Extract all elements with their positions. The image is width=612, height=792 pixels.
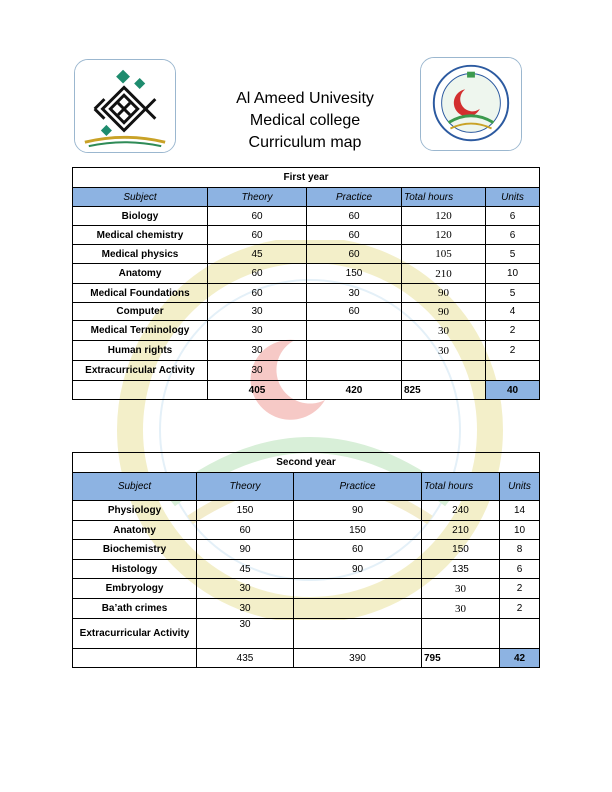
table-row: [73, 264, 540, 284]
document-title: [200, 88, 410, 154]
total-hours-cell: 120: [402, 207, 486, 226]
header-subject: Subject: [73, 473, 197, 501]
table-row: [73, 341, 540, 361]
table-row: [73, 361, 540, 381]
units-cell: 10: [486, 264, 540, 284]
units-cell: 2: [486, 341, 540, 361]
units-cell: 10: [500, 521, 540, 540]
second-year-table: [72, 452, 540, 668]
practice-cell: [307, 341, 402, 361]
practice-total: 390: [294, 649, 422, 668]
totals-row: [73, 381, 540, 400]
title-line-university: Al Ameed Univesity: [236, 90, 374, 107]
table-row: [73, 619, 540, 649]
subject-cell: Computer: [73, 303, 208, 321]
header-subject: Subject: [73, 188, 208, 207]
subject-cell: Anatomy: [73, 521, 197, 540]
subject-cell: Biology: [73, 207, 208, 226]
practice-cell: 60: [294, 540, 422, 560]
crescent-seal-icon: [421, 58, 521, 150]
table-row: [73, 560, 540, 579]
subject-cell: Ba’ath crimes: [73, 599, 197, 619]
table-row: [73, 226, 540, 245]
units-cell: [486, 361, 540, 381]
subject-cell: Medical chemistry: [73, 226, 208, 245]
table-row: [73, 321, 540, 341]
practice-cell: 30: [307, 284, 402, 303]
practice-cell: [307, 321, 402, 341]
subject-cell: Biochemistry: [73, 540, 197, 560]
title-line-college: Medical college: [249, 112, 361, 129]
subject-cell: Human rights: [73, 341, 208, 361]
total-hours-cell: 240: [422, 501, 500, 521]
practice-cell: [294, 599, 422, 619]
units-cell: [500, 619, 540, 649]
total-hours-cell: 30: [402, 341, 486, 361]
first-year-caption: First year: [73, 168, 540, 188]
header-units: Units: [486, 188, 540, 207]
theory-cell: 60: [197, 521, 294, 540]
theory-cell: 30: [197, 599, 294, 619]
theory-cell: 30: [197, 579, 294, 599]
units-total: 42: [500, 649, 540, 668]
total-hours-cell: 90: [402, 303, 486, 321]
total-hours-cell: 30: [422, 579, 500, 599]
header-units: Units: [500, 473, 540, 501]
total-hours-cell: 30: [402, 321, 486, 341]
table-row: [73, 245, 540, 264]
practice-cell: 90: [294, 560, 422, 579]
header-theory: Theory: [208, 188, 307, 207]
practice-cell: [294, 579, 422, 599]
kufic-calligraphy-icon: [75, 60, 175, 152]
header-practice: Practice: [294, 473, 422, 501]
units-cell: 5: [486, 245, 540, 264]
practice-cell: 60: [307, 303, 402, 321]
practice-cell: 60: [307, 245, 402, 264]
theory-cell: 45: [208, 245, 307, 264]
totals-row: [73, 649, 540, 668]
units-cell: 6: [486, 226, 540, 245]
header-total-hours: Total hours: [402, 188, 486, 207]
theory-cell: 30: [197, 619, 294, 649]
practice-cell: [307, 361, 402, 381]
total-hours-total: 825: [402, 381, 486, 400]
total-hours-cell: 90: [402, 284, 486, 303]
subject-cell: Extracurricular Activity: [73, 619, 197, 649]
units-total: 40: [486, 381, 540, 400]
subject-cell: Medical physics: [73, 245, 208, 264]
theory-cell: 30: [208, 341, 307, 361]
total-hours-cell: 150: [422, 540, 500, 560]
college-seal-logo: [420, 57, 522, 151]
table-row: [73, 284, 540, 303]
table-row: [73, 579, 540, 599]
subject-cell: Medical Terminology: [73, 321, 208, 341]
theory-cell: 60: [208, 226, 307, 245]
units-cell: 4: [486, 303, 540, 321]
totals-label-cell: [73, 381, 208, 400]
table-row: [73, 303, 540, 321]
theory-cell: 30: [208, 361, 307, 381]
table-row: [73, 207, 540, 226]
second-year-caption: Second year: [73, 453, 540, 473]
subject-cell: Medical Foundations: [73, 284, 208, 303]
theory-cell: 60: [208, 207, 307, 226]
title-line-curriculum: Curriculum map: [248, 134, 362, 151]
theory-cell: 30: [208, 321, 307, 341]
units-cell: 2: [500, 599, 540, 619]
practice-cell: 150: [294, 521, 422, 540]
theory-cell: 45: [197, 560, 294, 579]
practice-cell: 60: [307, 226, 402, 245]
header-practice: Practice: [307, 188, 402, 207]
subject-cell: Anatomy: [73, 264, 208, 284]
university-logo: [74, 59, 176, 153]
table-row: [73, 521, 540, 540]
theory-cell: 90: [197, 540, 294, 560]
practice-total: 420: [307, 381, 402, 400]
theory-total: 435: [197, 649, 294, 668]
total-hours-cell: 30: [422, 599, 500, 619]
practice-cell: 150: [307, 264, 402, 284]
practice-cell: [294, 619, 422, 649]
practice-cell: 60: [307, 207, 402, 226]
total-hours-cell: 105: [402, 245, 486, 264]
units-cell: 6: [500, 560, 540, 579]
total-hours-cell: 210: [402, 264, 486, 284]
units-cell: 2: [500, 579, 540, 599]
theory-total: 405: [208, 381, 307, 400]
theory-cell: 150: [197, 501, 294, 521]
units-cell: 14: [500, 501, 540, 521]
subject-cell: Embryology: [73, 579, 197, 599]
totals-label-cell: [73, 649, 197, 668]
table-row: [73, 540, 540, 560]
theory-cell: 30: [208, 303, 307, 321]
total-hours-total: 795: [422, 649, 500, 668]
theory-cell: 60: [208, 264, 307, 284]
units-cell: 2: [486, 321, 540, 341]
header-total-hours: Total hours: [422, 473, 500, 501]
total-hours-cell: [402, 361, 486, 381]
units-cell: 6: [486, 207, 540, 226]
practice-cell: 90: [294, 501, 422, 521]
header-theory: Theory: [197, 473, 294, 501]
subject-cell: Histology: [73, 560, 197, 579]
subject-cell: Physiology: [73, 501, 197, 521]
total-hours-cell: [422, 619, 500, 649]
total-hours-cell: 210: [422, 521, 500, 540]
total-hours-cell: 135: [422, 560, 500, 579]
units-cell: 8: [500, 540, 540, 560]
subject-cell: Extracurricular Activity: [73, 361, 208, 381]
total-hours-cell: 120: [402, 226, 486, 245]
theory-cell: 60: [208, 284, 307, 303]
table-row: [73, 501, 540, 521]
first-year-table: [72, 167, 540, 400]
table-row: [73, 599, 540, 619]
units-cell: 5: [486, 284, 540, 303]
